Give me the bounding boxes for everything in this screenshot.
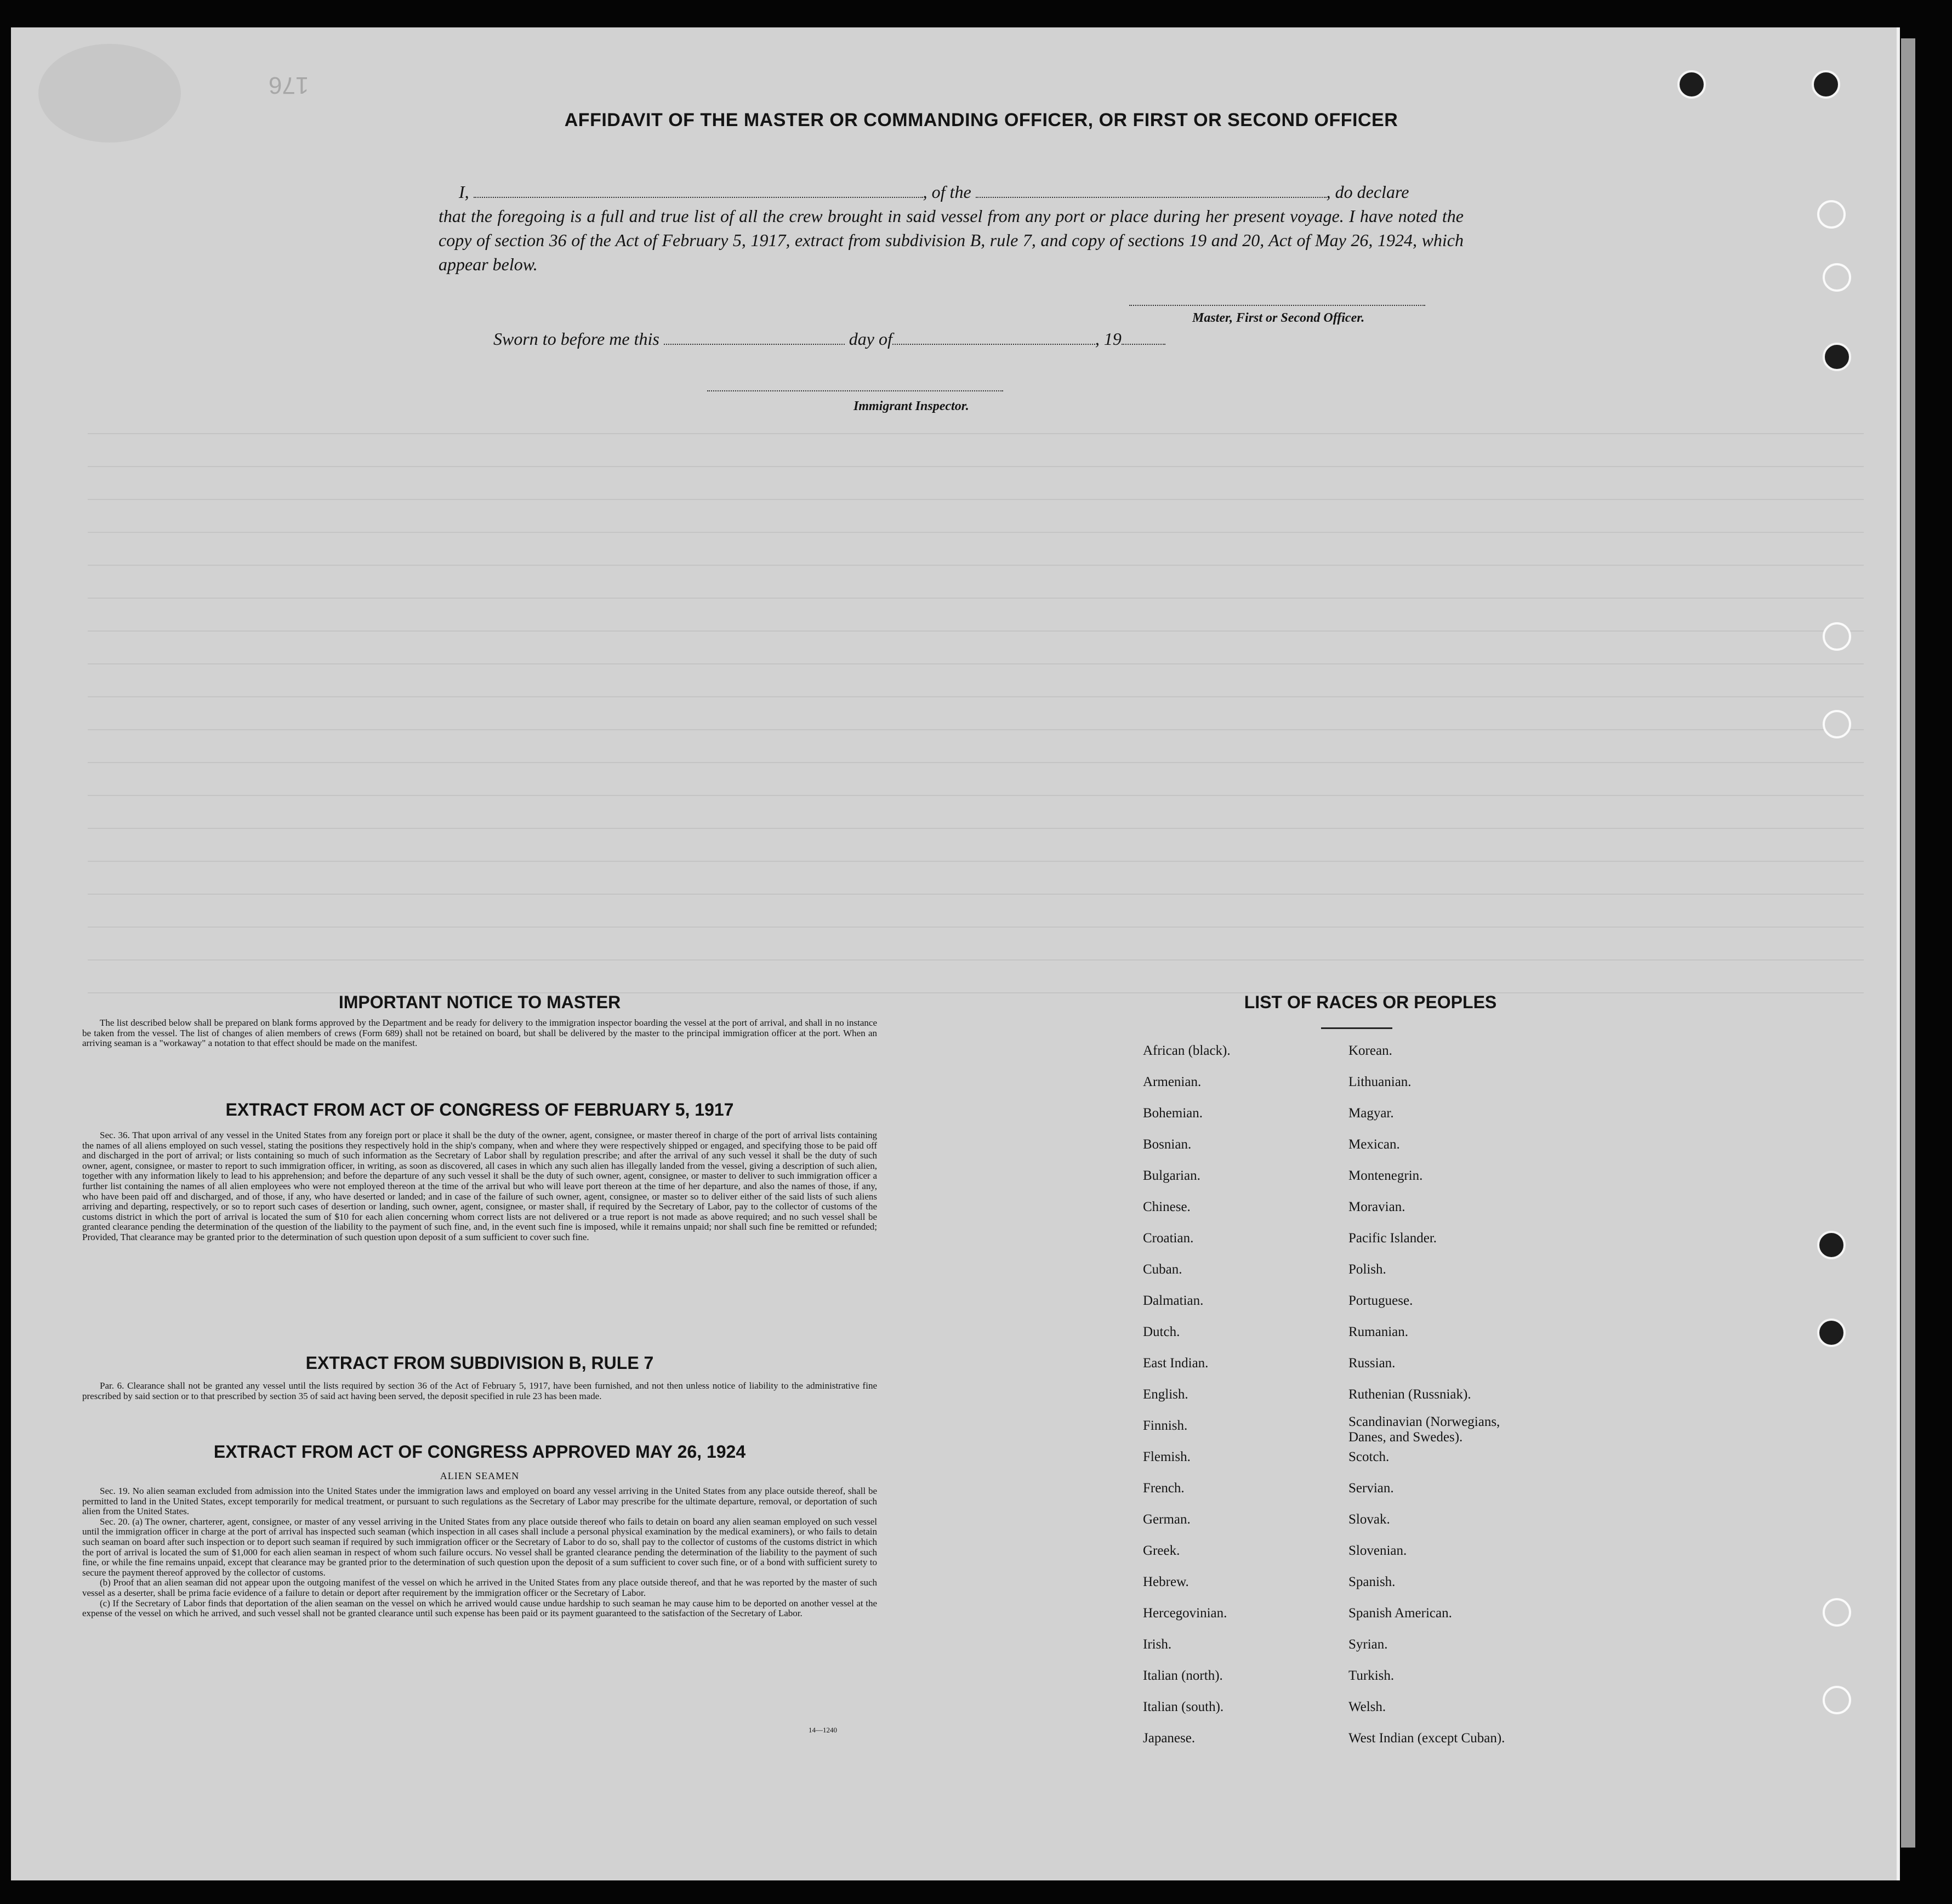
- race-item: German.: [1143, 1512, 1191, 1527]
- extract-1924-paragraph: Sec. 20. (a) The owner, charterer, agent, consignee, or master of any vessel arriving in the United States from any place outside thereof who fails to detain on board any alien seaman employed on such vessel until the immigration officer in charge at the port of arrival has inspected such seaman (which inspection in all cases shall include a personal physical examination by the medical examiners), or who fails to detain such seaman on board after such inspection or to deport such seaman if required by such immigration officer or the Secretary of Labor to do so, shall pay to the collector of customs of the customs district in which the port of arrival is located the sum of $1,000 for each alien seaman in respect of whom such failure occurs. No vessel shall be granted clearance pending the determination of the liability to the payment of such fine, or while the fine remains unpaid, except that clearance may be granted prior to the determination of such question upon the deposit of a sum sufficient to cover such fine, or of a bond with sufficient surety to secure the payment thereof approved by the collector of customs.: [82, 1516, 877, 1578]
- vessel-blank[interactable]: [976, 183, 1327, 198]
- race-item: Spanish.: [1348, 1575, 1396, 1589]
- race-item: Rumanian.: [1348, 1325, 1409, 1339]
- race-item: Cuban.: [1143, 1262, 1182, 1277]
- race-item: Slovenian.: [1348, 1543, 1407, 1558]
- binding-hole: [1812, 70, 1840, 99]
- race-item: French.: [1143, 1481, 1185, 1496]
- notice-title: IMPORTANT NOTICE TO MASTER: [338, 992, 621, 1012]
- sworn-prefix: Sworn to before me this: [493, 329, 659, 349]
- inspector-signature-line[interactable]: [707, 390, 1003, 391]
- binding-hole: [1817, 1318, 1846, 1347]
- race-item: East Indian.: [1143, 1356, 1209, 1371]
- race-item: West Indian (except Cuban).: [1348, 1731, 1505, 1746]
- sworn-line: [493, 329, 1165, 349]
- race-item: Croatian.: [1143, 1231, 1194, 1246]
- page-number: 176: [269, 72, 309, 99]
- sworn-year-blank[interactable]: [1122, 329, 1165, 345]
- extract-1924-paragraph: Sec. 19. No alien seaman excluded from admission into the United States under the immigration laws and employed on board any vessel arriving in the United States from any place outside thereof, shall be permitted to land in the United States, except temporarily for medical treatment, or pursuant to such regulations as the Secretary of Labor may prescribe for the ultimate departure, removal, or deportation of such alien from the United States.: [82, 1486, 877, 1517]
- race-item: Lithuanian.: [1348, 1075, 1412, 1089]
- race-item: Welsh.: [1348, 1700, 1386, 1714]
- race-item: Italian (north).: [1143, 1668, 1223, 1683]
- sworn-month-blank[interactable]: [892, 329, 1095, 345]
- master-signature-line[interactable]: [1129, 305, 1425, 306]
- extract-rule7-text: [82, 1381, 877, 1401]
- binding-hole: [1823, 622, 1851, 651]
- binding-hole: [1817, 200, 1846, 229]
- race-item: Flemish.: [1143, 1450, 1191, 1464]
- races-title: LIST OF RACES OR PEOPLES: [1244, 992, 1497, 1012]
- sworn-year-prefix: , 19: [1095, 329, 1122, 349]
- race-item: Irish.: [1143, 1637, 1172, 1652]
- race-item: Korean.: [1348, 1043, 1392, 1058]
- extract-1917-text: [82, 1130, 877, 1243]
- race-item: Mexican.: [1348, 1137, 1400, 1152]
- race-item: Dutch.: [1143, 1325, 1180, 1339]
- race-item: Hercegovinian.: [1143, 1606, 1227, 1621]
- notice-paragraph: The list described below shall be prepared on blank forms approved by the Department and be ready for delivery to the immigration inspector boarding the vessel at the port of arrival, and shall in no instance be taken from the vessel. The list of changes of alien members of crews (Form 689) shall not be retained on board, but shall be delivered by the master to the principal immigration officer at the port. When an arriving seaman is a "workaway" a notation to that effect should be made on the manifest.: [82, 1018, 877, 1049]
- bleed-through-stamp: [38, 44, 181, 143]
- binding-hole: [1823, 263, 1851, 292]
- race-item: Portuguese.: [1348, 1293, 1413, 1308]
- affidavit-title: AFFIDAVIT OF THE MASTER OR COMMANDING OFFICER, OR FIRST OR SECOND OFFICER: [564, 110, 1398, 130]
- race-item: Bohemian.: [1143, 1106, 1203, 1121]
- race-item: Armenian.: [1143, 1075, 1202, 1089]
- race-item: Hebrew.: [1143, 1575, 1189, 1589]
- inspector-caption: Immigrant Inspector.: [853, 399, 969, 413]
- extract-1917-title: EXTRACT FROM ACT OF CONGRESS OF FEBRUARY 5, 1917: [225, 1100, 734, 1119]
- race-item: Montenegrin.: [1348, 1168, 1423, 1183]
- affidavit-prefix: I,: [459, 182, 469, 202]
- race-item: Russian.: [1348, 1356, 1396, 1371]
- race-item: Magyar.: [1348, 1106, 1394, 1121]
- race-item: Syrian.: [1348, 1637, 1388, 1652]
- extract-1924-paragraph: (b) Proof that an alien seaman did not appear upon the outgoing manifest of the vessel on which he arrived in the United States from any place outside thereof, and that he was reported by the master of such vessel as a deserter, shall be prima facie evidence of a failure to detain or deport after requirement by the immigration officer or the Secretary of Labor.: [82, 1577, 877, 1598]
- notice-text: [82, 1018, 877, 1049]
- sworn-day-of: day of: [849, 329, 892, 349]
- binding-hole: [1823, 1686, 1851, 1714]
- race-item: Chinese.: [1143, 1200, 1191, 1214]
- race-item: Turkish.: [1348, 1668, 1395, 1683]
- race-item: African (black).: [1143, 1043, 1231, 1058]
- race-item: Bosnian.: [1143, 1137, 1192, 1152]
- form-number: 14—1240: [809, 1726, 837, 1734]
- extract-1917-paragraph: Sec. 36. That upon arrival of any vessel in the United States from any foreign port or place it shall be the duty of the owner, agent, consignee, or master thereof in charge of the port of arrival lists containing the names of all aliens employed on such vessel, stating the positions they respectively hold in the ship's company, when and where they were respectively shipped or engaged, and specifying those to be paid off and discharged in the port of arrival; or lists containing so much of such information as the Secretary of Labor shall by regulation prescribe; and after the arrival of any such vessel it shall be the duty of such owner, agent, consignee, or master to report to such immigration officer, in writing, as soon as discovered, all cases in which any such alien has illegally landed from the vessel, giving a description of such alien, together with any information likely to lead to his apprehension; and before the departure of any such vessel it shall be the duty of such owner, agent, consignee, or master to deliver to such immigration officer a further list containing the names of all alien employees who were not employed thereon at the time of the arrival but who will leave port thereon at the time of her departure, and also the names of those, if any, who have been paid off and discharged, and of those, if any, who have deserted or landed; and in case of the failure of such owner, agent, consignee, or master so to deliver either of the said lists of such aliens arriving and departing, respectively, or so to report such cases of desertion or landing, such owner, agent, consignee, or master shall, if required by the Secretary of Labor, pay to the collector of customs of the customs district in which the port of arrival is located the sum of $10 for each alien concerning whom correct lists are not delivered or a true report is not made as above required; and no such vessel shall be granted clearance pending the determination of the question of the liability to the payment of such fine, and, in the event such fine is imposed, while it remains unpaid; nor shall such fine be remitted or refunded; Provided, That clearance may be granted prior to the determination of such question upon deposit of a sum sufficient to cover such fine.: [82, 1130, 877, 1242]
- binding-hole: [1817, 1231, 1846, 1259]
- affidavit-body: that the foregoing is a full and true list of all the crew brought in said vessel from any port or place during her present voyage. I have noted the copy of section 36 of the Act of February 5, 1917, extract from subdivision B, rule 7, and copy of sections 19 and 20, Act of May 26, 1924, which appear below.: [439, 206, 1464, 274]
- race-item: Italian (south).: [1143, 1700, 1224, 1714]
- name-blank[interactable]: [474, 183, 923, 198]
- race-item: Polish.: [1348, 1262, 1386, 1277]
- race-item: English.: [1143, 1387, 1188, 1402]
- extract-1924-subtitle: ALIEN SEAMEN: [440, 1470, 520, 1481]
- race-item: Scandinavian (Norwegians, Danes, and Swedes).: [1348, 1414, 1500, 1445]
- race-item: Ruthenian (Russniak).: [1348, 1387, 1471, 1402]
- race-item: Servian.: [1348, 1481, 1394, 1496]
- race-item: Slovak.: [1348, 1512, 1390, 1527]
- races-title-rule: [1321, 1027, 1392, 1029]
- race-item: Pacific Islander.: [1348, 1231, 1437, 1246]
- page-edge: [1901, 38, 1915, 1848]
- binding-hole: [1823, 710, 1851, 738]
- extract-1924-paragraph: (c) If the Secretary of Labor finds that deportation of the alien seaman on the vessel on which he arrived would cause undue hardship to such seaman he may cause him to be deported on another vessel at the expense of the vessel on which he arrived, and such vessel shall not be granted clearance until such expense has been paid or its payment guaranteed to the satisfaction of the Secretary of Labor.: [82, 1598, 877, 1619]
- extract-rule7-title: EXTRACT FROM SUBDIVISION B, RULE 7: [305, 1353, 654, 1373]
- race-item: Japanese.: [1143, 1731, 1196, 1746]
- race-item: Bulgarian.: [1143, 1168, 1200, 1183]
- race-item: Greek.: [1143, 1543, 1180, 1558]
- race-item: Scotch.: [1348, 1450, 1390, 1464]
- affidavit-do-declare: , do declare: [1326, 182, 1409, 202]
- race-item: Finnish.: [1143, 1418, 1188, 1433]
- extract-1924-text: [82, 1486, 877, 1619]
- race-item: Dalmatian.: [1143, 1293, 1204, 1308]
- binding-hole: [1823, 343, 1851, 371]
- master-caption: Master, First or Second Officer.: [1192, 311, 1365, 325]
- binding-hole: [1823, 1598, 1851, 1627]
- binding-hole: [1677, 70, 1706, 99]
- race-item: Spanish American.: [1348, 1606, 1452, 1621]
- extract-rule7-paragraph: Par. 6. Clearance shall not be granted any vessel until the lists required by section 36 of the Act of February 5, 1917, have been furnished, and not then unless notice of liability to the administrative fine prescribed by said section or to that prescribed by section 35 of said act having been served, the deposit specified in rule 23 has been made.: [82, 1380, 877, 1401]
- extract-1924-title: EXTRACT FROM ACT OF CONGRESS APPROVED MAY 26, 1924: [213, 1442, 746, 1462]
- sworn-day-blank[interactable]: [664, 329, 845, 345]
- race-item: Moravian.: [1348, 1200, 1405, 1214]
- affidavit-declaration: [439, 180, 1464, 276]
- affidavit-of-the: , of the: [923, 182, 971, 202]
